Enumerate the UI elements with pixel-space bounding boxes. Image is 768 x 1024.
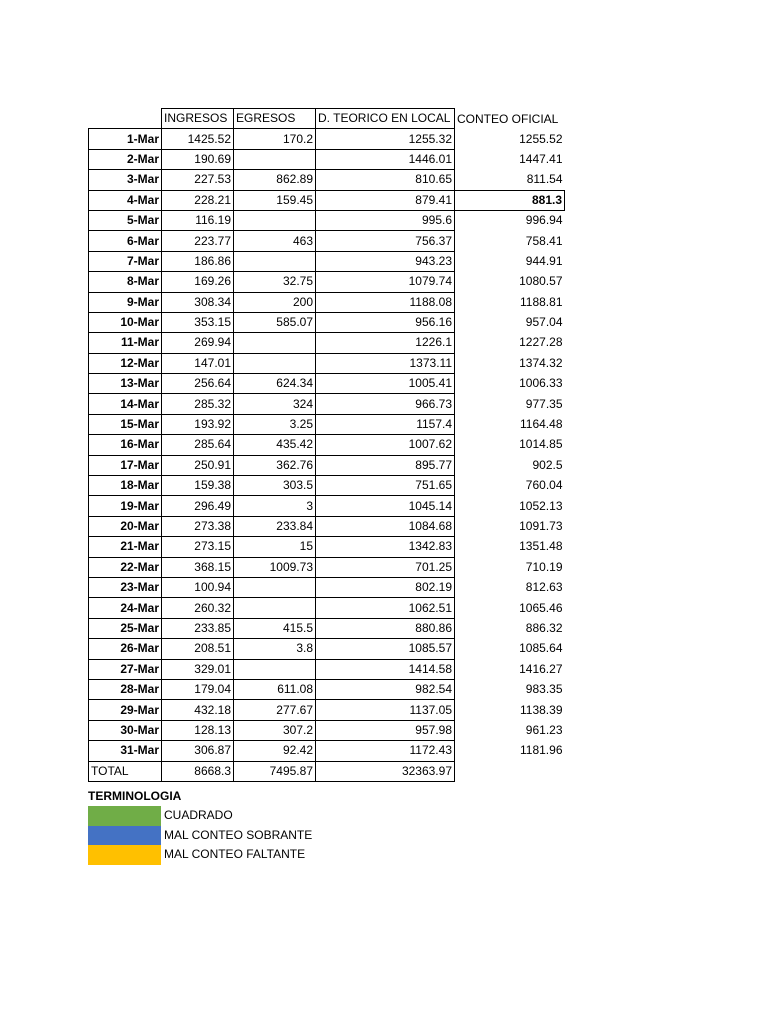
- header-teorico[interactable]: D. TEORICO EN LOCAL: [316, 109, 455, 129]
- total-ingresos[interactable]: 8668.3: [162, 761, 234, 781]
- date-cell[interactable]: 30-Mar: [89, 720, 162, 740]
- legend-item-mal-conteo-faltante: [88, 845, 312, 865]
- date-cell[interactable]: 7-Mar: [89, 251, 162, 271]
- teorico-cell[interactable]: 1373.11: [316, 353, 455, 373]
- header-row: [89, 109, 565, 129]
- conteo-cell[interactable]: 944.91: [525, 253, 563, 268]
- date-cell[interactable]: 12-Mar: [89, 353, 162, 373]
- date-cell[interactable]: 4-Mar: [89, 190, 162, 210]
- ingresos-cell[interactable]: 100.94: [162, 577, 234, 597]
- table-row: [89, 292, 565, 312]
- teorico-cell[interactable]: 880.86: [316, 618, 455, 638]
- date-cell[interactable]: 25-Mar: [89, 618, 162, 638]
- table-row: [89, 659, 565, 679]
- teorico-cell[interactable]: 1079.74: [316, 272, 455, 292]
- table-row: [89, 394, 565, 414]
- egresos-cell[interactable]: [234, 251, 316, 271]
- table-row: [89, 516, 565, 536]
- table-row: [89, 577, 565, 597]
- conteo-cell[interactable]: 977.35: [525, 396, 563, 411]
- conteo-cell[interactable]: 812.63: [525, 580, 563, 595]
- egresos-cell[interactable]: [234, 149, 316, 169]
- table-row: [89, 720, 565, 740]
- ingresos-cell[interactable]: 308.34: [162, 292, 234, 312]
- table-row: [89, 312, 565, 332]
- ingresos-cell[interactable]: 193.92: [162, 414, 234, 434]
- teorico-cell[interactable]: 1084.68: [316, 516, 455, 536]
- ingresos-cell[interactable]: 116.19: [162, 210, 234, 230]
- conteo-cell[interactable]: 1006.33: [519, 376, 563, 391]
- teorico-cell[interactable]: 966.73: [316, 394, 455, 414]
- legend-item-mal-conteo-sobrante: [88, 826, 312, 846]
- conteo-cell[interactable]: 1351.48: [519, 539, 563, 554]
- teorico-cell[interactable]: 1005.41: [316, 374, 455, 394]
- ingresos-cell[interactable]: 147.01: [162, 353, 234, 373]
- conteo-cell[interactable]: 1374.32: [519, 355, 563, 370]
- total-conteo-empty[interactable]: [455, 761, 565, 781]
- conteo-cell[interactable]: 1138.39: [520, 702, 563, 717]
- teorico-cell[interactable]: 1045.14: [316, 496, 455, 516]
- teorico-cell[interactable]: 1137.05: [316, 700, 455, 720]
- conteo-cell[interactable]: 902.5: [532, 457, 563, 472]
- egresos-cell[interactable]: 15: [234, 537, 316, 557]
- egresos-cell[interactable]: 92.42: [234, 741, 316, 761]
- table-row: [89, 333, 565, 353]
- teorico-cell[interactable]: 701.25: [316, 557, 455, 577]
- table-row: [89, 455, 565, 475]
- date-cell[interactable]: 5-Mar: [89, 210, 162, 230]
- table-row: [89, 496, 565, 516]
- table-row: [89, 414, 565, 434]
- teorico-cell[interactable]: 810.65: [316, 170, 455, 190]
- date-cell[interactable]: 26-Mar: [89, 639, 162, 659]
- ingresos-cell[interactable]: 227.53: [162, 170, 234, 190]
- date-cell[interactable]: 2-Mar: [89, 149, 162, 169]
- table-row: [89, 251, 565, 271]
- conteo-cell[interactable]: 758.41: [525, 233, 563, 248]
- date-cell[interactable]: 18-Mar: [89, 476, 162, 496]
- ingresos-cell[interactable]: 250.91: [162, 455, 234, 475]
- date-cell[interactable]: 24-Mar: [89, 598, 162, 618]
- teorico-cell[interactable]: 1342.83: [316, 537, 455, 557]
- conteo-cell[interactable]: 1052.13: [519, 498, 563, 513]
- ingresos-cell[interactable]: 273.38: [162, 516, 234, 536]
- header-conteo-oficial[interactable]: CONTEO OFICIAL: [457, 111, 559, 126]
- header-corner-cell[interactable]: [89, 109, 162, 129]
- conteo-cell[interactable]: 957.04: [525, 315, 563, 330]
- ingresos-cell[interactable]: 329.01: [162, 659, 234, 679]
- table-row: [89, 639, 565, 659]
- teorico-cell[interactable]: 1414.58: [316, 659, 455, 679]
- ingresos-cell[interactable]: 273.15: [162, 537, 234, 557]
- egresos-cell[interactable]: [234, 577, 316, 597]
- date-cell[interactable]: 22-Mar: [89, 557, 162, 577]
- conteo-cell[interactable]: 1014.85: [519, 437, 563, 452]
- date-cell[interactable]: 1-Mar: [89, 129, 162, 149]
- legend-label[interactable]: CUADRADO: [164, 808, 233, 822]
- table-row: [89, 741, 565, 761]
- table-row: [89, 679, 565, 699]
- egresos-cell[interactable]: 233.84: [234, 516, 316, 536]
- ingresos-cell[interactable]: 128.13: [162, 720, 234, 740]
- conteo-cell[interactable]: 811.54: [526, 172, 563, 187]
- egresos-cell[interactable]: 277.67: [234, 700, 316, 720]
- conteo-cell[interactable]: 1227.28: [519, 335, 563, 350]
- ingresos-cell[interactable]: 368.15: [162, 557, 234, 577]
- table-row: [89, 700, 565, 720]
- teorico-cell[interactable]: 957.98: [316, 720, 455, 740]
- egresos-cell[interactable]: 307.2: [234, 720, 316, 740]
- teorico-cell[interactable]: 1007.62: [316, 435, 455, 455]
- terminology-legend: [88, 786, 312, 865]
- ingresos-cell[interactable]: 432.18: [162, 700, 234, 720]
- conteo-cell[interactable]: 983.35: [525, 682, 563, 697]
- conteo-cell[interactable]: 1085.64: [519, 641, 563, 656]
- ingresos-cell[interactable]: 353.15: [162, 312, 234, 332]
- conteo-cell[interactable]: 1255.52: [519, 131, 563, 146]
- table-row: [89, 149, 565, 169]
- date-cell[interactable]: 20-Mar: [89, 516, 162, 536]
- ingresos-cell[interactable]: 223.77: [162, 231, 234, 251]
- egresos-cell[interactable]: 415.5: [234, 618, 316, 638]
- teorico-cell[interactable]: 751.65: [316, 476, 455, 496]
- egresos-cell[interactable]: 3.25: [234, 414, 316, 434]
- table-row: [89, 537, 565, 557]
- table-row: [89, 170, 565, 190]
- ingresos-cell[interactable]: 296.49: [162, 496, 234, 516]
- table-row: [89, 353, 565, 373]
- teorico-cell[interactable]: 1157.4: [316, 414, 455, 434]
- date-cell[interactable]: 19-Mar: [89, 496, 162, 516]
- header-egresos[interactable]: EGRESOS: [234, 109, 316, 129]
- ingresos-cell[interactable]: 228.21: [162, 190, 234, 210]
- conteo-cell[interactable]: 1181.96: [520, 743, 563, 758]
- ingresos-cell[interactable]: 260.32: [162, 598, 234, 618]
- ingresos-cell[interactable]: 186.86: [162, 251, 234, 271]
- total-row: [89, 761, 565, 781]
- table-row: [89, 598, 565, 618]
- table-row: [89, 618, 565, 638]
- conteo-cell[interactable]: 1416.27: [519, 661, 563, 676]
- conteo-cell[interactable]: 961.23: [525, 722, 563, 737]
- egresos-cell[interactable]: [234, 353, 316, 373]
- conteo-cell[interactable]: 1188.81: [520, 294, 563, 309]
- table-row: [89, 476, 565, 496]
- date-cell[interactable]: 15-Mar: [89, 414, 162, 434]
- ingresos-cell[interactable]: 285.32: [162, 394, 234, 414]
- date-cell[interactable]: 10-Mar: [89, 312, 162, 332]
- table-row: [89, 210, 565, 230]
- conteo-cell[interactable]: 881.3: [455, 190, 565, 210]
- date-cell[interactable]: 11-Mar: [89, 333, 162, 353]
- date-cell[interactable]: 29-Mar: [89, 700, 162, 720]
- date-cell[interactable]: 28-Mar: [89, 679, 162, 699]
- teorico-cell[interactable]: 1446.01: [316, 149, 455, 169]
- legend-label[interactable]: MAL CONTEO FALTANTE: [164, 847, 306, 861]
- legend-swatch-mal-conteo-sobrante[interactable]: [88, 826, 161, 846]
- date-cell[interactable]: 6-Mar: [89, 231, 162, 251]
- date-cell[interactable]: 8-Mar: [89, 272, 162, 292]
- egresos-cell[interactable]: 624.34: [234, 374, 316, 394]
- teorico-cell[interactable]: 895.77: [316, 455, 455, 475]
- date-cell[interactable]: 13-Mar: [89, 374, 162, 394]
- conteo-cell[interactable]: 710.19: [525, 559, 563, 574]
- table-row: [89, 129, 565, 149]
- table-row: [89, 557, 565, 577]
- ingresos-cell[interactable]: 190.69: [162, 149, 234, 169]
- teorico-cell[interactable]: 1188.08: [316, 292, 455, 312]
- conteo-cell[interactable]: 1065.46: [519, 600, 563, 615]
- ingresos-cell[interactable]: 306.87: [162, 741, 234, 761]
- conteo-cell[interactable]: 1080.57: [519, 274, 563, 289]
- date-cell[interactable]: 9-Mar: [89, 292, 162, 312]
- ingresos-cell[interactable]: 256.64: [162, 374, 234, 394]
- ingresos-cell[interactable]: 169.26: [162, 272, 234, 292]
- date-cell[interactable]: 17-Mar: [89, 455, 162, 475]
- egresos-cell[interactable]: 362.76: [234, 455, 316, 475]
- conteo-cell[interactable]: 886.32: [525, 620, 563, 635]
- ingresos-cell[interactable]: 269.94: [162, 333, 234, 353]
- ingresos-cell[interactable]: 1425.52: [162, 129, 234, 149]
- legend-item-cuadrado: [88, 806, 312, 826]
- teorico-cell[interactable]: 1172.43: [316, 741, 455, 761]
- egresos-cell[interactable]: 1009.73: [234, 557, 316, 577]
- egresos-cell[interactable]: 159.45: [234, 190, 316, 210]
- egresos-cell[interactable]: 611.08: [234, 679, 316, 699]
- conteo-cell[interactable]: 1091.73: [519, 519, 563, 533]
- teorico-cell[interactable]: 879.41: [316, 190, 455, 210]
- teorico-cell[interactable]: 956.16: [316, 312, 455, 332]
- conteo-cell[interactable]: 1447.41: [519, 151, 563, 166]
- teorico-cell[interactable]: 943.23: [316, 251, 455, 271]
- date-cell[interactable]: 14-Mar: [89, 394, 162, 414]
- teorico-cell[interactable]: 756.37: [316, 231, 455, 251]
- table-row: [89, 231, 565, 251]
- egresos-cell[interactable]: 324: [234, 394, 316, 414]
- egresos-cell[interactable]: 303.5: [234, 476, 316, 496]
- total-label[interactable]: TOTAL: [89, 761, 162, 781]
- legend-swatch-cuadrado[interactable]: [88, 806, 161, 826]
- header-ingresos[interactable]: INGRESOS: [162, 109, 234, 129]
- teorico-cell[interactable]: 1062.51: [316, 598, 455, 618]
- total-egresos[interactable]: 7495.87: [234, 761, 316, 781]
- teorico-cell[interactable]: 1255.32: [316, 129, 455, 149]
- egresos-cell[interactable]: [234, 598, 316, 618]
- teorico-cell[interactable]: 1085.57: [316, 639, 455, 659]
- egresos-cell[interactable]: 463: [234, 231, 316, 251]
- egresos-cell[interactable]: 862.89: [234, 170, 316, 190]
- table-row: [89, 272, 565, 292]
- ingresos-cell[interactable]: 233.85: [162, 618, 234, 638]
- conteo-cell[interactable]: 996.94: [525, 213, 563, 228]
- total-teorico[interactable]: 32363.97: [316, 761, 455, 781]
- legend-label[interactable]: MAL CONTEO SOBRANTE: [164, 827, 313, 842]
- ingresos-cell[interactable]: 159.38: [162, 476, 234, 496]
- table-row: [89, 190, 565, 210]
- ingresos-cell[interactable]: 208.51: [162, 639, 234, 659]
- legend-title[interactable]: TERMINOLOGIA: [88, 789, 182, 803]
- ingresos-cell[interactable]: 285.64: [162, 435, 234, 455]
- egresos-cell[interactable]: 435.42: [234, 435, 316, 455]
- teorico-cell[interactable]: 995.6: [316, 210, 455, 230]
- egresos-cell[interactable]: 32.75: [234, 272, 316, 292]
- date-cell[interactable]: 3-Mar: [89, 170, 162, 190]
- teorico-cell[interactable]: 1226.1: [316, 333, 455, 353]
- egresos-cell[interactable]: [234, 210, 316, 230]
- date-cell[interactable]: 16-Mar: [89, 435, 162, 455]
- teorico-cell[interactable]: 802.19: [316, 577, 455, 597]
- egresos-cell[interactable]: [234, 659, 316, 679]
- date-cell[interactable]: 27-Mar: [89, 659, 162, 679]
- egresos-cell[interactable]: 585.07: [234, 312, 316, 332]
- date-cell[interactable]: 31-Mar: [89, 741, 162, 761]
- teorico-cell[interactable]: 982.54: [316, 679, 455, 699]
- egresos-cell[interactable]: 200: [234, 292, 316, 312]
- egresos-cell[interactable]: 3: [234, 496, 316, 516]
- conteo-cell[interactable]: 760.04: [525, 478, 563, 493]
- egresos-cell[interactable]: 170.2: [234, 129, 316, 149]
- date-cell[interactable]: 21-Mar: [89, 537, 162, 557]
- egresos-cell[interactable]: 3.8: [234, 639, 316, 659]
- date-cell[interactable]: 23-Mar: [89, 577, 162, 597]
- table-row: [89, 435, 565, 455]
- table-row: [89, 374, 565, 394]
- conteo-cell[interactable]: 1164.48: [520, 417, 563, 432]
- legend-swatch-mal-conteo-faltante[interactable]: [88, 845, 161, 865]
- egresos-cell[interactable]: [234, 333, 316, 353]
- ingresos-cell[interactable]: 179.04: [162, 679, 234, 699]
- cash-count-table: [88, 108, 565, 782]
